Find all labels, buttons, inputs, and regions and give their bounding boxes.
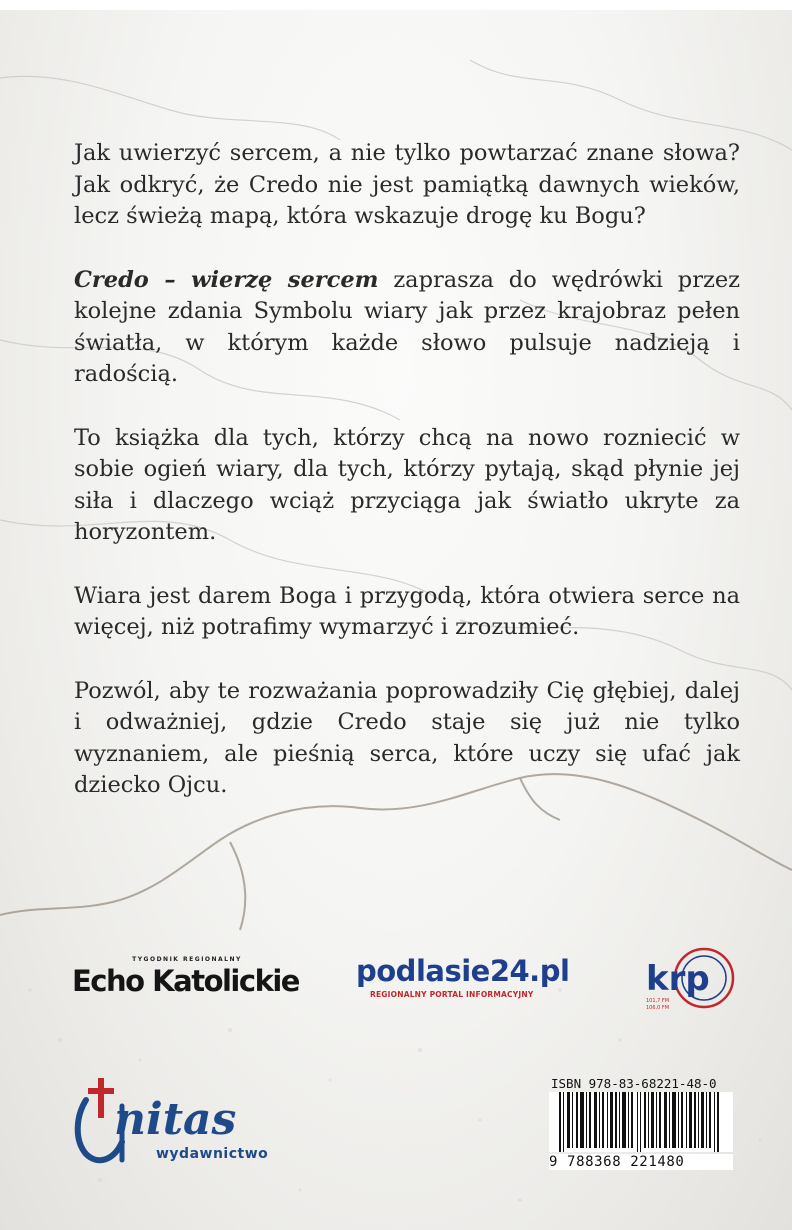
echo-name: Echo Katolickie [72,964,299,998]
blurb-paragraph-3: To książka dla tych, którzy chcą na nowo rozniecić w sobie ogień wiary, dla tych, którzy pytają, skąd płynie jej siła i dlaczego wciąż przyciąga jak światło ukryte za horyzontem. [74,424,740,545]
unitas-name: nitas [114,1094,237,1145]
podlasie24-logo [356,954,588,1004]
krp-text: krp [646,959,710,999]
krp-freq-2: 106,0 FM [646,1005,670,1011]
echo-katolickie-logo [72,956,302,1002]
barcode-icon [549,1092,733,1152]
blurb-text [74,138,740,834]
unitas-subtitle: wydawnictwo [156,1146,269,1162]
blurb-paragraph-5: Pozwól, aby te rozważania poprowadziły Cię głębiej, dalej i odważniej, gdzie Credo staje się już nie tylko wyznaniem, ale pieśnią serca, które uczy się ufać jak dziecko Ojcu. [74,677,740,798]
isbn-barcode-block [549,1076,733,1176]
krp-radio-logo [640,946,738,1012]
book-title: Credo – wierzę sercem [74,266,379,293]
blurb-paragraph-4: Wiara jest darem Boga i przygodą, która otwiera serce na więcej, niż potrafimy wymarzyć i zrozumieć. [74,582,740,640]
blurb-paragraph-2 [74,265,740,391]
top-edge [0,0,792,10]
blurb-paragraph-1: Jak uwierzyć sercem, a nie tylko powtarzać znane słowa? Jak odkryć, że Credo nie jest pamiątką dawnych wieków, lecz świeżą mapą, która wskazuje drogę ku Bogu? [74,140,740,229]
krp-freq-1: 101,7 FM [646,998,670,1004]
isbn-label: ISBN 978-83-68221-48-0 [551,1076,717,1091]
isbn-digits: 9 788368 221480 [549,1154,733,1170]
blurb-paragraph-2-text: zaprasza do wędrówki przez kolejne zdania Symbolu wiary jak przez krajobraz pełen światła, w którym każde słowo pulsuje nadzieją i radością. [74,266,740,387]
echo-tagline: TYGODNIK REGIONALNY [132,956,242,963]
podlasie-tagline: REGIONALNY PORTAL INFORMACYJNY [370,990,534,999]
unitas-publisher-logo [70,1076,290,1172]
podlasie-name: podlasie24.pl [356,954,570,988]
